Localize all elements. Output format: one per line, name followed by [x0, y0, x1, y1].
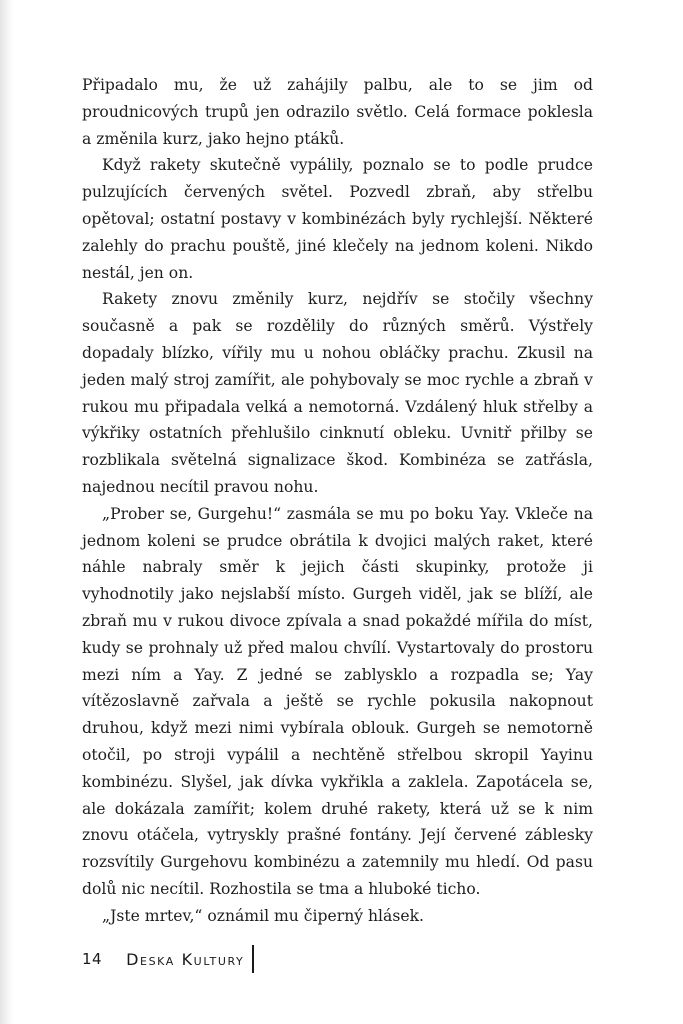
paragraph: „Jste mrtev,“ oznámil mu čiperný hlásek.	[102, 906, 424, 925]
footer-divider	[252, 945, 254, 973]
paragraph: Připadalo mu, že už zahájily palbu, ale to se jim od proudnicových trupů jen odrazilo světlo. Celá formace poklesla a změnila kurz, jako hejno ptáků.	[82, 76, 593, 148]
page-footer	[82, 945, 254, 973]
page-number: 14	[82, 950, 103, 968]
paragraph: Rakety znovu změnily kurz, nejdřív se stočily všechny současně a pak se rozdělily do různých směrů. Výstřely dopadaly blízko, vířily mu u nohou obláčky prachu. Zkusil na jeden malý stroj zamířit, ale pohybovaly se moc rychle a zbraň v rukou mu připadala velká a nemotorná. Vzdálený hluk střelby a výkřiky ostatních přehlušilo cinknutí obleku. Uvnitř přilby se rozblikala světelná signalizace škod. Kombinéza se zatřásla, najednou necítil pravou nohu.	[82, 290, 593, 496]
paragraph: „Prober se, Gurgehu!“ zasmála se mu po boku Yay. Vkleče na jednom koleni se prudce obrátila k dvojici malých raket, které náhle nabraly směr k jejich části skupinky, protože ji vyhodnotily jako nejslabší místo. Gurgeh viděl, jak se blíží, ale zbraň mu v rukou divoce zpívala a snad pokaždé mířila do míst, kudy se prohnaly už před malou chvílí. Vystartovaly do prostoru mezi ním a Yay. Z jedné se zablysklo a rozpadla se; Yay vítězoslavně zařvala a ještě se rychle pokusila nakopnout druhou, když mezi nimi vybírala oblouk. Gurgeh se nemotorně otočil, po stroji vypálil a nechtěně střelbou skropil Yayinu kombinézu. Slyšel, jak dívka vykřikla a zaklela. Zapotácela se, ale dokázala zamířit; kolem druhé rakety, která už se k nim znovu otáčela, vytryskly prašné fontány. Její červené záblesky rozsvítily Gurgehovu kombinézu a zatemnily mu hledí. Od pasu dolů nic necítil. Rozhostila se tma a hluboké ticho.	[82, 504, 593, 898]
paragraph: Když rakety skutečně vypálily, poznalo se to podle prudce pulzujících červených světel. Pozvedl zbraň, aby střelbu opětoval; ostatní postavy v kombinézách byly rychlejší. Některé zalehly do prachu pouště, jiné klečely na jednom koleni. Nikdo nestál, jen on.	[82, 156, 593, 282]
journal-title: Deska Kultury	[126, 949, 245, 969]
page-edge-shadow	[0, 0, 14, 1024]
body-text	[82, 72, 593, 930]
